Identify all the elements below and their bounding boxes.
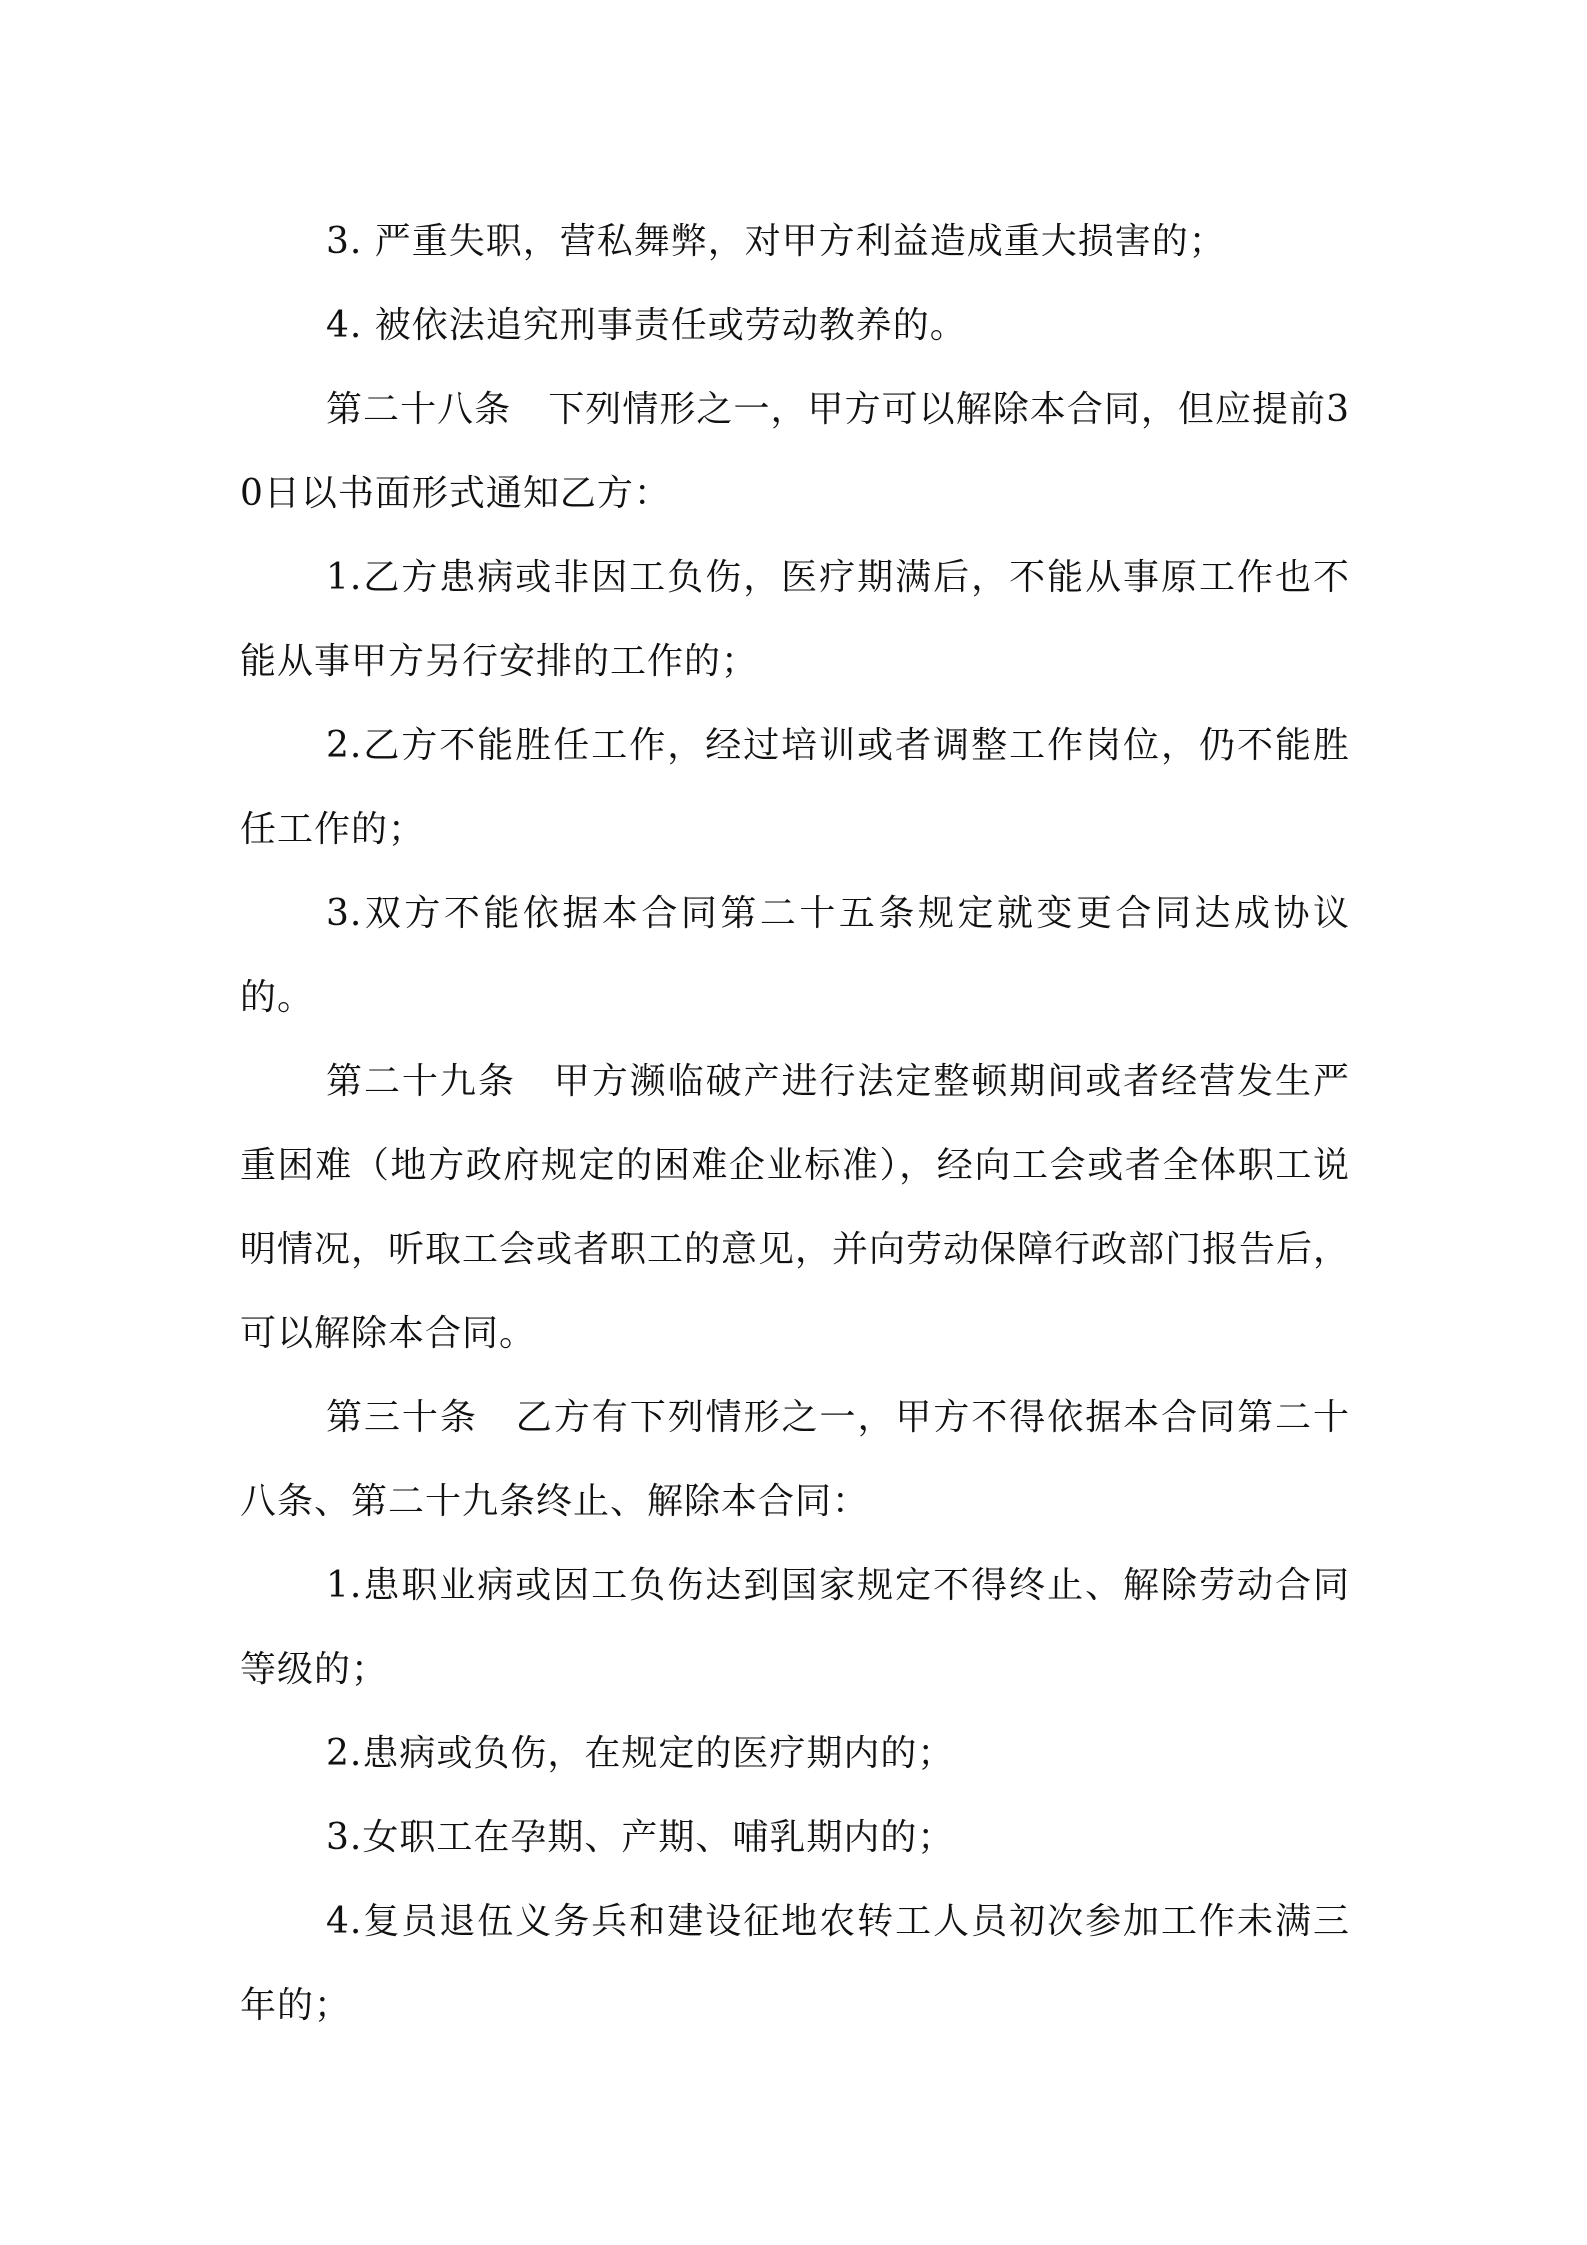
paragraph-clause-30-item-2: 2.患病或负伤，在规定的医疗期内的；	[326, 1733, 955, 1774]
paragraph-clause-28: 第二十八条 下列情形之一，甲方可以解除本合同，但应提前30日以书面形式通知乙方：	[240, 389, 1350, 514]
paragraph-clause-28-item-2: 2.乙方不能胜任工作，经过培训或者调整工作岗位，仍不能胜任工作的；	[240, 725, 1350, 850]
paragraph-clause-30: 第三十条 乙方有下列情形之一，甲方不得依据本合同第二十八条、第二十九条终止、解除本合同：	[240, 1397, 1350, 1522]
paragraph-clause-30-item-1: 1.患职业病或因工负伤达到国家规定不得终止、解除劳动合同等级的；	[240, 1565, 1350, 1690]
paragraph-clause-29: 第二十九条 甲方濒临破产进行法定整顿期间或者经营发生严重困难（地方政府规定的困难企业标准），经向工会或者全体职工说明情况，听取工会或者职工的意见，并向劳动保障行政部门报告后，可以解除本合同。	[240, 1061, 1351, 1354]
paragraph-clause-28-item-3: 3.双方不能依据本合同第二十五条规定就变更合同达成协议的。	[240, 893, 1350, 1018]
document-body	[240, 200, 1350, 2048]
paragraph-clause-30-item-4: 4.复员退伍义务兵和建设征地农转工人员初次参加工作未满三年的；	[240, 1901, 1350, 2026]
paragraph-clause-27-item-4: 4. 被依法追究刑事责任或劳动教养的。	[326, 305, 967, 346]
paragraph-clause-27-item-3: 3. 严重失职，营私舞弊，对甲方利益造成重大损害的；	[326, 221, 1226, 262]
paragraph-clause-30-item-3: 3.女职工在孕期、产期、哺乳期内的；	[326, 1817, 955, 1858]
paragraph-clause-28-item-1: 1.乙方患病或非因工负伤，医疗期满后，不能从事原工作也不能从事甲方另行安排的工作的；	[240, 557, 1350, 682]
